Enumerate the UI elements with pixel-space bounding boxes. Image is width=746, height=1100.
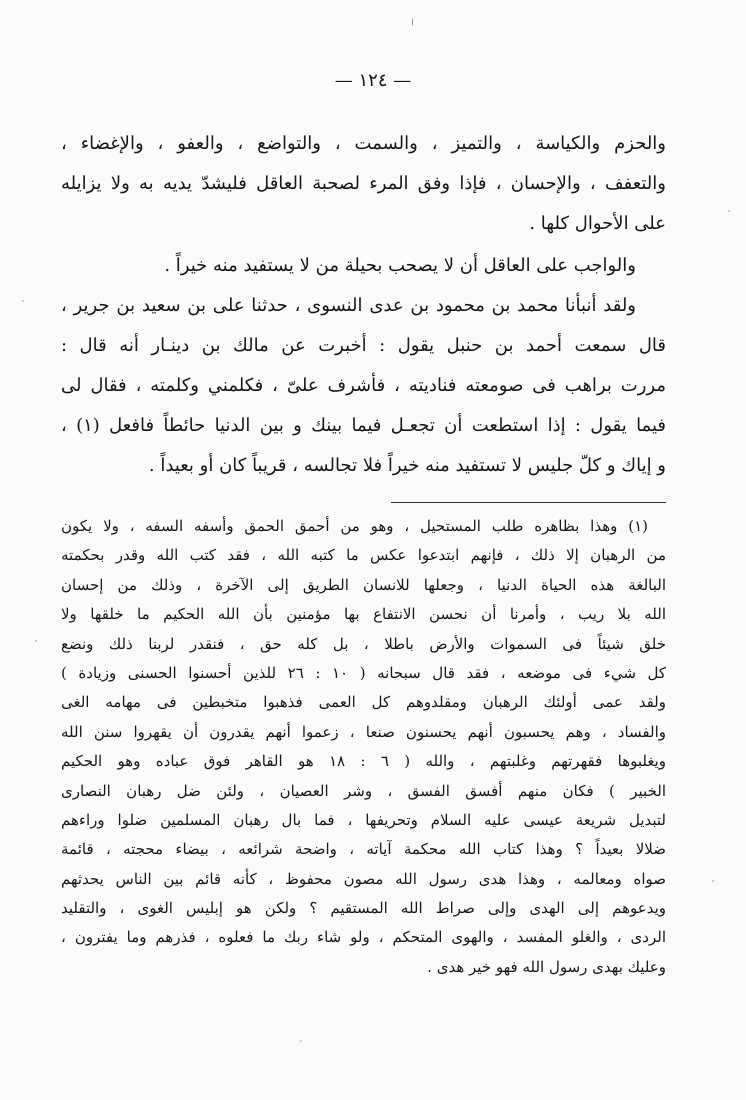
- footnote-line: ضلالا بعيداً ؟ وهذا كتاب الله محكمة آياته ، واضحة شرائعه ، بيضاء محجته ، قائمة: [61, 840, 666, 859]
- body-line: فيما يقول : إذا استطعت أن تجعـل فيما بينك و بين الدنيا حائطاً فافعل (١) ،: [61, 415, 666, 436]
- scan-speck: [712, 880, 714, 882]
- footnote-line: الردى ، والغلو المفسد ، والهوى المتحكم ، ولو شاء ربك ما فعلوه ، فذرهم وما يفترون ،: [61, 928, 666, 947]
- footnote-separator: [391, 502, 666, 503]
- footnote-line: (١) وهذا بظاهره طلب المستحيل ، وهو من أحمق الحمق وأسفه السفه ، ولا يكون: [61, 517, 648, 535]
- body-line: مررت براهب فى صومعته فناديته ، فأشرف علىّ ، فكلمني وكلمته ، فقال لى: [61, 375, 666, 396]
- body-line: والحزم والكياسة ، والتميز ، والسمت ، والتواضع ، والعفو ، والإغضاء ،: [61, 133, 666, 154]
- scan-speck: [412, 18, 413, 26]
- page-number: — ١٢٤ —: [334, 70, 412, 91]
- footnote-line: البالغة هذه الحياة الدنيا ، وجعلها للانسان الطريق إلى الآخرة ، وذلك من إحسان: [61, 575, 666, 594]
- footnote-line: كل شيء فى موضعه ، فقد قال سبحانه ( ١٠ : ٢٦ للذين أحسنوا الحسنى وزيادة ): [61, 663, 667, 682]
- footnote: [61, 512, 666, 982]
- scan-speck: [35, 640, 37, 642]
- footnote-line: وعليك بهدى رسول الله فهو خير هدى .: [427, 957, 666, 976]
- footnote-line: صواه ومعالمه ، وهذا هدى رسول الله مصون محفوظ ، كأنه قائم بين الناس يحدثهم: [61, 869, 666, 888]
- footnote-line: لتبديل شريعة عيسى عليه السلام وتحريفها ، فما بال رهبان المسلمين ضلوا وراءهم: [61, 810, 666, 829]
- footnote-line: ولقد عمى أولئك الرهبان ومقلدوهم كل العمى فذهبوا متخبطين فى مهامه الغى: [61, 693, 666, 712]
- scan-speck: [22, 300, 24, 302]
- footnote-line: الخبير ) فكان منهم أفسق الفسق ، وشر العصيان ، ولئن ضل رهبان النصارى: [61, 781, 666, 800]
- body-line: على الأحوال كلها .: [529, 213, 666, 234]
- footnote-line: الله بلا ريب ، وأمرنا أن نحسن الانتفاع بها مؤمنين بأن الله الحكيم ما خلقها ولا: [61, 605, 666, 624]
- body-line: قال سمعت أحمد بن حنبل يقول : أخبرت عن مالك بن دينـار أنه قال :: [61, 335, 666, 356]
- main-text: [61, 124, 666, 486]
- body-line: والواجب على العاقل أن لا يصحب بحيلة من لا يستفيد منه خيراً .: [164, 255, 636, 276]
- footnote-line: خلق شيئاً فى السموات والأرض باطلا ، بل كله حق ، فنقدر لربنا ذلك ونضع: [61, 634, 666, 653]
- scan-speck: [300, 1040, 302, 1042]
- footnote-line: والفساد ، وهم يحسبون أنهم يحسنون صنعا ، زعموا أنهم يقدرون أن يقهروا سنن الله: [61, 722, 666, 741]
- body-line: ولقد أنبأنا محمد بن محمود بن عدى النسوى ، حدثنا على بن سعيد بن جرير ،: [61, 295, 636, 316]
- footnote-line: ويغلبوها فقهرتهم وغلبتهم ، والله ( ٦ : ١٨ هو القاهر فوق عباده وهو الحكيم: [61, 752, 667, 771]
- footnote-line: ويدعوهم إلى الهدى وإلى صراط الله المستقيم ؟ ولكن هو إبليس الغوى ، والتقليد: [61, 899, 666, 918]
- footnote-line: من الرهبان إلا ذلك ، فإنهم ابتدعوا عكس ما كتبه الله ، فقد كتب الله وقدر بحكمته: [61, 546, 666, 565]
- body-line: والتعفف ، والإحسان ، فإذا وفق المرء لصحبة العاقل فليشدّ يديه به ولا يزايله: [61, 173, 666, 194]
- scan-speck: [728, 210, 730, 212]
- body-line: و إياك و كلّ جليس لا تستفيد منه خيراً فلا تجالسه ، قريباً كان أو بعيداً .: [148, 455, 666, 476]
